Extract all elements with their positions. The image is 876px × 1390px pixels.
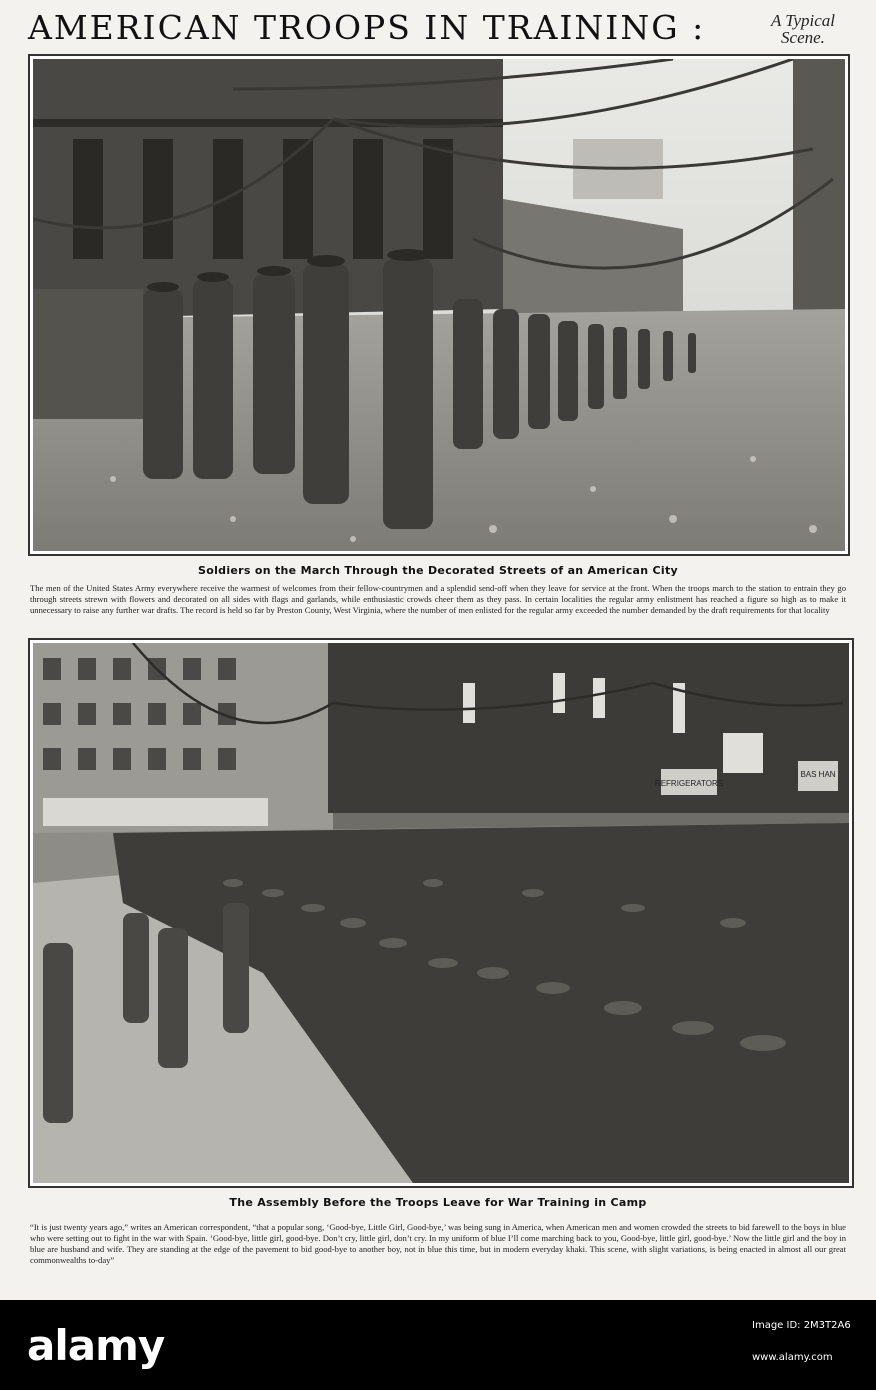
alamy-logo: alamy — [27, 1321, 165, 1370]
headline-subtitle: A Typical Scene. — [770, 11, 836, 47]
assembly-photo — [33, 643, 849, 1183]
headline-title: AMERICAN TROOPS IN TRAINING : — [28, 8, 706, 47]
bottom-photo-caption-title: The Assembly Before the Troops Leave for War Training in Camp — [229, 1196, 647, 1209]
image-id-label: Image ID: 2M3T2A6 — [752, 1320, 851, 1331]
top-photo-caption-title: Soldiers on the March Through the Decorated Streets of an American City — [198, 564, 678, 577]
top-photo-caption-body: The men of the United States Army everywhere receive the warmest of welcomes from their fellow-countrymen and a splendid send-off when they leave for service at the front. When the troops march to the station to entrain they go through streets strewn with flowers and decorated on all sides with flags and garlands, while enthusiastic crowds cheer them as they pass. In certain localities the regular army enlistment has reached a figure so high as to make it unnecessary to raise any further war drafts. The record is held so far by Preston County, West Virginia, where the number of men enlisted for the regular army exceeded the number demanded by the draft requirements for that locality — [30, 583, 846, 615]
bottom-photo-caption-body: “It is just twenty years ago,” writes an American correspondent, “that a popular song, ‘Good-bye, Little Girl, Good-bye,’ was being sung in America, when American men and women crowded the streets to bid farewell to the boys in blue who were setting out to fight in the war with Spain. ‘Good-bye, little girl, good-bye. Don’t cry, little girl, don’t cry. In my uniform of blue I’ll come marching back to you, Good-bye, little girl, good-bye.’ Now the little girl and the boy in blue are husband and wife. They are standing at the edge of the pavement to bid good-bye to another boy, not in blue this time, but in modern everyday khaki. This scene, with slight variations, is being enacted in almost all our great commonwealths to-day” — [30, 1222, 846, 1265]
top-photo-frame — [28, 54, 850, 556]
bottom-photo-frame — [28, 638, 854, 1188]
bas-han-sign: BAS HAN — [800, 770, 836, 779]
alamy-url: www.alamy.com — [752, 1352, 833, 1363]
refrigerators-sign: REFRIGERATORS — [654, 779, 724, 788]
marching-soldiers-photo — [33, 59, 845, 551]
